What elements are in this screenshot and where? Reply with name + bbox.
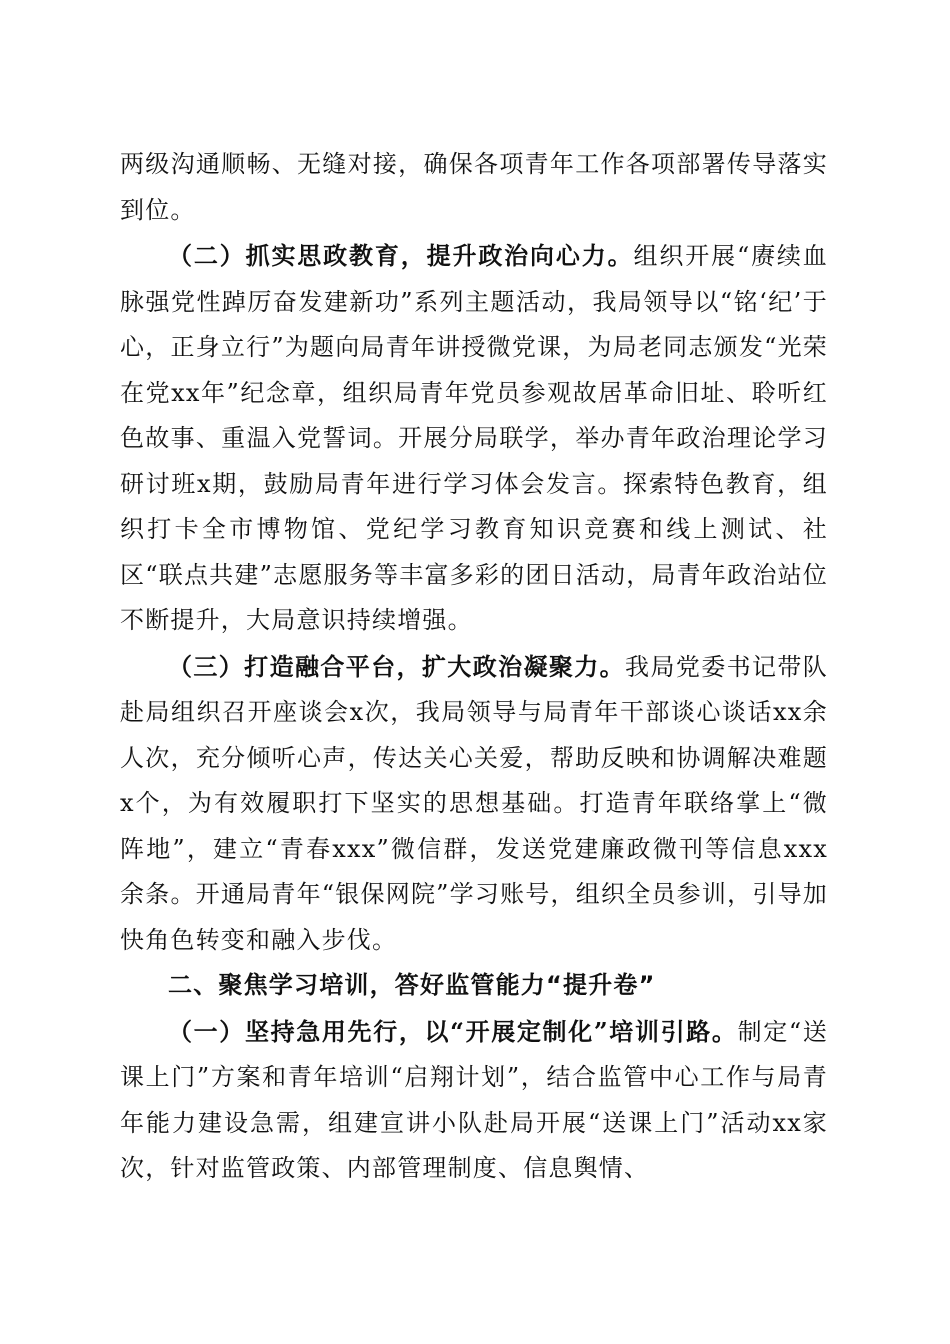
paragraph-text: 我局党委书记带队赴局组织召开座谈会x次，我局领导与局青年干部谈心谈话xx余人次，充分倾听心声，传达关心关爱，帮助反映和协调解决难题x个，为有效履职打下坚实的思想基础。打造青年联络掌上“微阵地”，建立“青春xxx”微信群，发送党建廉政微刊等信息xxx余条。开通局青年“银保网院”学习账号，组织全员参训，引导加快角色转变和融入步伐。 xyxy=(120,652,828,954)
paragraph-lead: （二）抓实思政教育，提升政治向心力。 xyxy=(168,241,634,270)
paragraph-continuation xyxy=(120,142,828,233)
paragraph-lead: （三）打造融合平台，扩大政治凝聚力。 xyxy=(168,651,626,681)
document-body xyxy=(120,142,828,1192)
paragraph-text: 制定“送课上门”方案和青年培训“启翔计划”，结合监管中心工作与局青年能力建设急需，组建宣讲小队赴局开展“送课上门”活动xx家次，针对监管政策、内部管理制度、信息舆情、 xyxy=(120,1017,828,1182)
paragraph-lead: （一）坚持急用先行，以“开展定制化”培训引路。 xyxy=(168,1016,738,1046)
paragraph-section-3 xyxy=(120,644,828,964)
paragraph-section-2 xyxy=(120,233,828,644)
paragraph-subsection-1 xyxy=(120,1009,828,1192)
paragraph-text: 两级沟通顺畅、无缝对接，确保各项青年工作各项部署传导落实到位。 xyxy=(120,150,828,224)
paragraph-text: 组织开展“赓续血脉强党性踔厉奋发建新功”系列主题活动，我局领导以“铭‘纪’于心，正身立行”为题向局青年讲授微党课，为局老同志颁发“光荣在党xx年”纪念章，组织局青年党员参观故居革命旧址、聆听红色故事、重温入党誓词。开展分局联学，举办青年政治理论学习研讨班x期，鼓励局青年进行学习体会发言。探索特色教育，组织打卡全市博物馆、党纪学习教育知识竞赛和线上测试、社区“联点共建”志愿服务等丰富多彩的团日活动，局青年政治站位不断提升，大局意识持续增强。 xyxy=(120,242,828,634)
heading-text: 二、聚焦学习培训，答好监管能力“提升卷” xyxy=(168,971,656,999)
section-heading xyxy=(120,963,828,1009)
